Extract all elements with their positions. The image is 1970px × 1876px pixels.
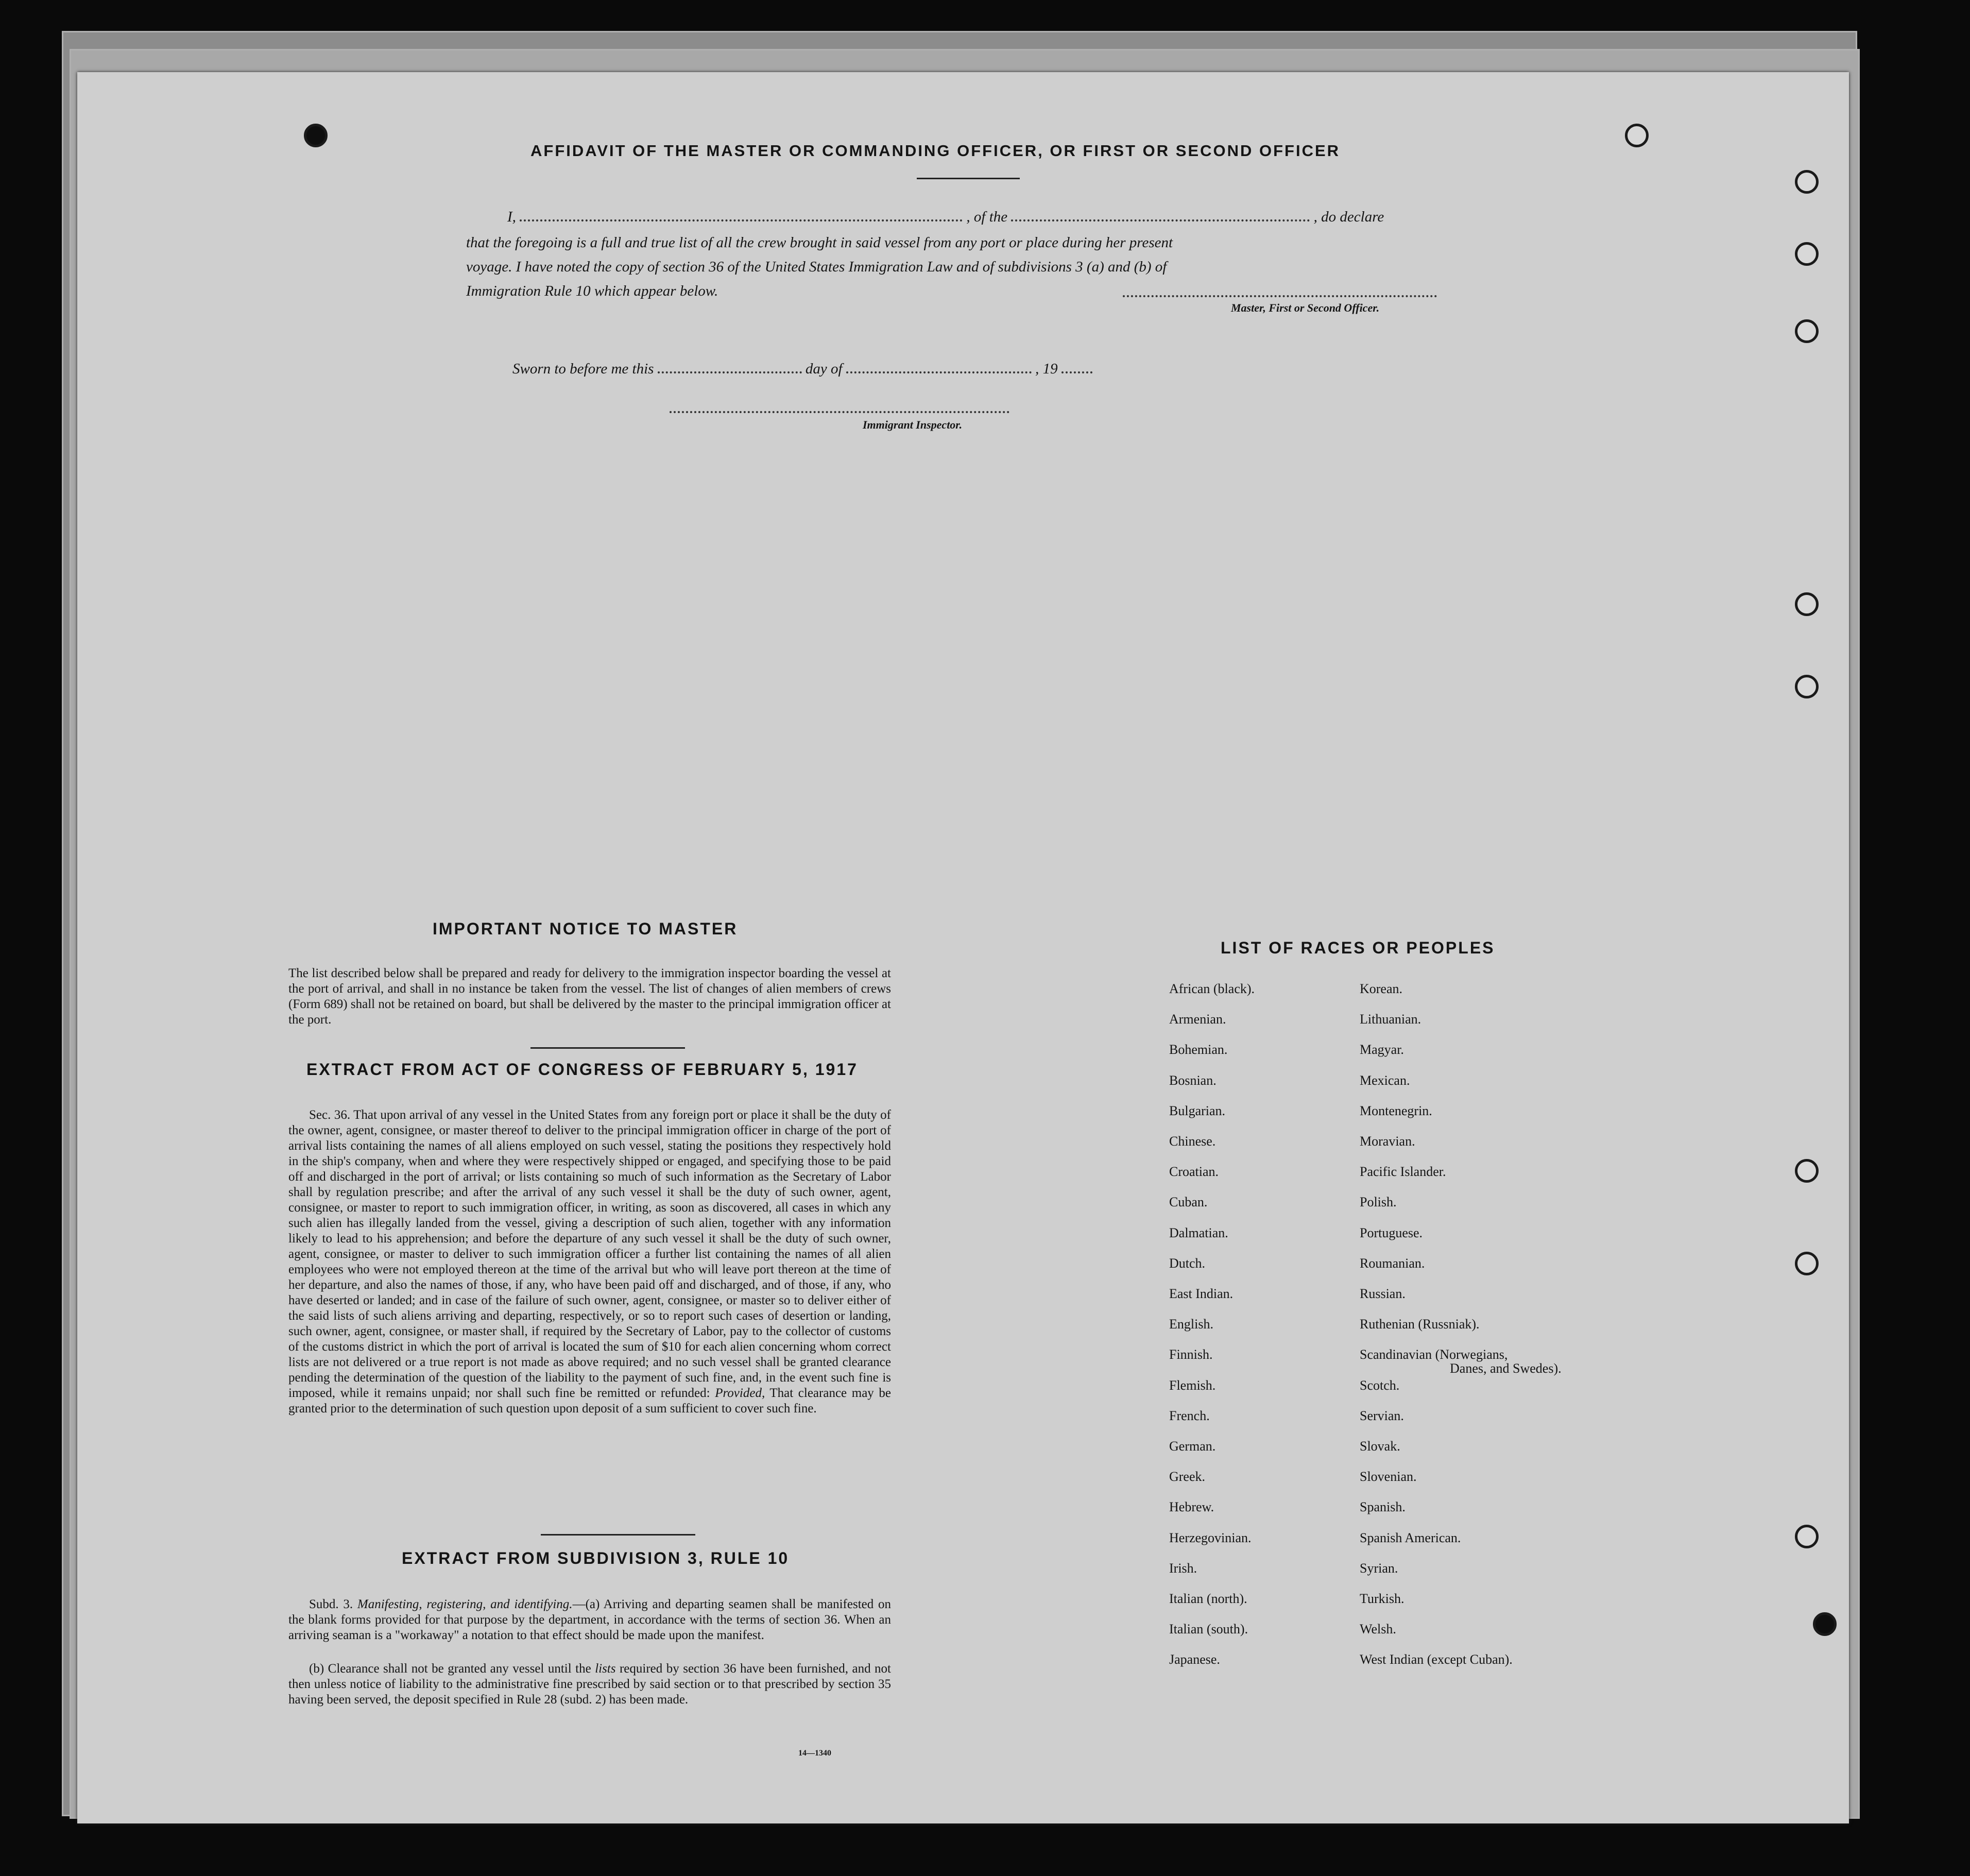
rule-b-lists: lists [595, 1662, 616, 1676]
race-item-right: Moravian. [1360, 1134, 1415, 1149]
punch-hole-right-7 [1795, 1252, 1819, 1275]
race-item-right: Pacific Islander. [1360, 1164, 1446, 1180]
race-item-left: Bosnian. [1169, 1072, 1217, 1088]
notice-text: The list described below shall be prepared and ready for delivery to the immigration inspector boarding the vessel at the port of arrival, and shall in no instance be taken from the vessel. The list of changes of alien members of crews (Form 689) shall not be retained on board, but shall be delivered by the master to the principal immigration officer at the port. [288, 966, 891, 1027]
rule-subd-label: Subd. 3. [309, 1597, 353, 1611]
affidavit-line-1 [507, 209, 1527, 226]
race-item-right: Montenegrin. [1360, 1103, 1432, 1118]
sworn-label: Sworn to before me this [512, 361, 654, 377]
race-item-right: Danes, and Swedes). [1450, 1361, 1562, 1376]
punch-hole-top-right [1625, 124, 1649, 147]
race-item-right: Lithuanian. [1360, 1012, 1421, 1027]
officer-signature-field[interactable] [1123, 291, 1437, 297]
race-item-left: Italian (north). [1169, 1591, 1247, 1606]
race-item-left: Italian (south). [1169, 1622, 1248, 1637]
act-text-block [288, 1107, 891, 1417]
punch-hole-right-8 [1795, 1525, 1819, 1548]
sworn-month-field[interactable] [846, 367, 1032, 373]
sworn-year-field[interactable] [1061, 367, 1092, 373]
act-text-end: That clearance may be granted prior to the determination of such question upon deposit of a sum sufficient to cover such fine. [288, 1386, 892, 1415]
race-item-left: Chinese. [1169, 1134, 1216, 1149]
act-rule [541, 1534, 695, 1536]
inspector-caption: Immigrant Inspector. [863, 418, 963, 431]
race-item-left: Greek. [1169, 1469, 1206, 1485]
affidavit-i-label: I, [507, 209, 516, 225]
race-item-left: Dalmatian. [1169, 1225, 1228, 1240]
race-item-left: English. [1169, 1317, 1213, 1332]
race-item-left: French. [1169, 1408, 1210, 1423]
race-item-left: Irish. [1169, 1560, 1197, 1576]
race-item-right: Spanish American. [1360, 1530, 1461, 1545]
race-item-left: Bulgarian. [1169, 1103, 1226, 1118]
affidavit-line-3: voyage. I have noted the copy of section 36 of the United States Immigration Law and of subdivisions 3 (a) and (b) of [466, 259, 1167, 275]
punch-hole-right-9 [1813, 1612, 1837, 1636]
punch-hole-right-6 [1795, 1159, 1819, 1183]
race-item-right: Scandinavian (Norwegians, [1360, 1347, 1508, 1362]
vessel-field[interactable] [1011, 215, 1310, 221]
sworn-day-field[interactable] [658, 367, 802, 373]
race-item-right: Slovak. [1360, 1439, 1400, 1454]
race-item-right: Portuguese. [1360, 1225, 1423, 1240]
race-item-left: East Indian. [1169, 1286, 1234, 1301]
act-text: That upon arrival of any vessel in the United States from any foreign port or place it shall be the duty of the owner, agent, consignee, or master thereof to deliver to the principal immigration officer in charge of the port of arrival lists containing the names of all aliens employed on such vessel, stating the positions they respectively hold in the ship's company, when and where they were respectively shipped or engaged, and specifying those to be paid off and discharged in the port of arrival; or lists containing so much of such information as the Secretary of Labor shall by regulation prescribe; and after the arrival of any such vessel it shall be the duty of such owner, agent, consignee, or master to report to such immigration officer, in writing, as soon as discovered, all cases in which any such alien has illegally landed from the vessel, giving a description of such alien, together with any information likely to lead to his apprehension; and before the departure of any such vessel it shall be the duty of such owner, agent, consignee, or master to deliver to such immigration officer a further list containing the names of all alien employees who were not employed thereon at the time of the arrival but who will leave port thereon at the time of her departure, and also the names of those, if any, who have been paid off and discharged, and of those, if any, who have deserted or landed; and in case of the failure of such owner, agent, consignee, or master so to deliver either of the said lists of such aliens arriving and departing, respectively, or so to report such cases of desertion or landing, such owner, agent, consignee, or master shall, if required by the Secretary of Labor, pay to the collector of customs of the customs district in which the port of arrival is located the sum of $10 for each alien concerning whom correct lists are not delivered or a true report is not made as above required; and no such vessel shall be granted clearance pending the determination of the question of the liability to the payment of such fine, and, in the event such fine is imposed, while it remains unpaid; nor shall such fine be remitted or refunded: [288, 1108, 891, 1400]
race-item-right: Scotch. [1360, 1377, 1400, 1393]
affidavit-line-4: Immigration Rule 10 which appear below. [466, 283, 718, 299]
race-item-left: Hebrew. [1169, 1499, 1214, 1515]
punch-hole-right-1 [1795, 170, 1819, 194]
race-item-left: Flemish. [1169, 1377, 1216, 1393]
race-item-right: Mexican. [1360, 1072, 1410, 1088]
race-item-left: German. [1169, 1439, 1216, 1454]
year-prefix-label: , 19 [1035, 361, 1058, 377]
race-item-left: Cuban. [1169, 1195, 1208, 1210]
race-item-left: Armenian. [1169, 1012, 1226, 1027]
race-item-right: Welsh. [1360, 1622, 1396, 1637]
punch-hole-right-4 [1795, 592, 1819, 616]
race-item-right: Spanish. [1360, 1499, 1406, 1515]
affidavit-do-declare-label: , do declare [1313, 209, 1384, 225]
punch-hole-right-5 [1795, 675, 1819, 698]
punch-hole-right-2 [1795, 242, 1819, 266]
race-item-left: Finnish. [1169, 1347, 1213, 1362]
punch-hole-right-3 [1795, 319, 1819, 343]
race-item-right: Slovenian. [1360, 1469, 1417, 1485]
race-item-left: Japanese. [1169, 1652, 1220, 1667]
form-number: 14—1340 [798, 1749, 831, 1758]
race-item-left: Herzegovinian. [1169, 1530, 1252, 1545]
race-item-left: African (black). [1169, 981, 1255, 996]
races-title: LIST OF RACES OR PEOPLES [1221, 939, 1495, 957]
race-item-right: Russian. [1360, 1286, 1406, 1301]
document-page [77, 72, 1849, 1823]
race-item-right: Roumanian. [1360, 1255, 1425, 1271]
rule-b-label: (b) [309, 1662, 324, 1676]
officer-signature-caption: Master, First or Second Officer. [1231, 301, 1380, 314]
rule-b-text2: required by section 36 have been furnished, and not then unless notice of liability to the administrative fine prescribed by said section or to that prescribed by section 35 having been served, the deposit specified in Rule 28 (subd. 2) has been made. [288, 1662, 892, 1707]
race-item-right: Polish. [1360, 1195, 1397, 1210]
act-section-label: Sec. 36. [309, 1108, 351, 1122]
name-field[interactable] [520, 215, 963, 221]
affidavit-title: AFFIDAVIT OF THE MASTER OR COMMANDING OFFICER, OR FIRST OR SECOND OFFICER [530, 142, 1341, 160]
race-item-right: Syrian. [1360, 1560, 1398, 1576]
race-item-right: Servian. [1360, 1408, 1404, 1423]
inspector-signature-field[interactable] [670, 407, 1009, 413]
race-item-right: Korean. [1360, 981, 1403, 996]
rule-title: EXTRACT FROM SUBDIVISION 3, RULE 10 [402, 1549, 790, 1567]
rule-b-text1: Clearance shall not be granted any vessel until the [328, 1662, 591, 1676]
day-of-label: day of [805, 361, 843, 377]
affidavit-of-the-label: , of the [966, 209, 1008, 225]
rule-a-text: —(a) Arriving and departing seamen shall be manifested on the blank forms provided for that purpose by the department, in accordance with the terms of section 36. When an arriving seaman is a "workaway" a notation to that effect should be made upon the manifest. [288, 1597, 891, 1642]
race-item-left: Bohemian. [1169, 1042, 1228, 1058]
race-item-right: Magyar. [1360, 1042, 1404, 1058]
act-provided: Provided, [715, 1386, 765, 1400]
rule-subd-italic: Manifesting, registering, and identifying. [357, 1597, 573, 1611]
act-title: EXTRACT FROM ACT OF CONGRESS OF FEBRUARY 5, 1917 [306, 1060, 858, 1079]
race-item-left: Dutch. [1169, 1255, 1206, 1271]
sworn-line [512, 361, 1092, 378]
rule-a-block [288, 1597, 891, 1643]
punch-hole-top-left [304, 124, 328, 147]
affidavit-title-rule [917, 178, 1020, 179]
race-item-right: Turkish. [1360, 1591, 1404, 1606]
race-item-right: Ruthenian (Russniak). [1360, 1317, 1480, 1332]
race-item-left: Croatian. [1169, 1164, 1219, 1180]
notice-rule [530, 1047, 685, 1049]
race-item-right: West Indian (except Cuban). [1360, 1652, 1513, 1667]
notice-title: IMPORTANT NOTICE TO MASTER [433, 919, 738, 938]
rule-b-block [288, 1661, 891, 1708]
affidavit-line-2: that the foregoing is a full and true list of all the crew brought in said vessel from any port or place during her present [466, 234, 1173, 251]
